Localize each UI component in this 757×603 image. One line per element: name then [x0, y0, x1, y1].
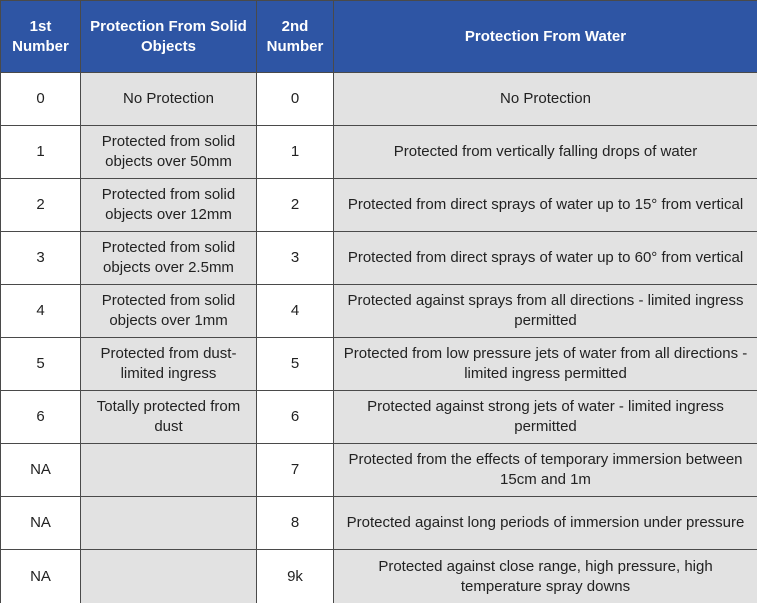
cell-first-number: NA — [1, 497, 81, 550]
cell-water: Protected against strong jets of water - limited ingress permitted — [334, 391, 757, 444]
cell-second-number: 6 — [257, 391, 334, 444]
header-first-number: 1st Number — [1, 1, 81, 73]
cell-solid-objects: Protected from solid objects over 1mm — [81, 285, 257, 338]
cell-second-number: 7 — [257, 444, 334, 497]
table-row — [1, 391, 757, 444]
table-body — [1, 73, 757, 603]
cell-solid-objects: Protected from solid objects over 12mm — [81, 179, 257, 232]
cell-water: Protected against long periods of immersion under pressure — [334, 497, 757, 550]
cell-solid-objects: No Protection — [81, 73, 257, 126]
cell-first-number: NA — [1, 550, 81, 603]
cell-second-number: 8 — [257, 497, 334, 550]
cell-water: Protected from the effects of temporary immersion between 15cm and 1m — [334, 444, 757, 497]
header-water: Protection From Water — [334, 1, 757, 73]
table-row — [1, 550, 757, 603]
cell-solid-objects: Protected from solid objects over 2.5mm — [81, 232, 257, 285]
cell-first-number: 5 — [1, 338, 81, 391]
header-row — [1, 1, 757, 73]
header-solid-objects: Protection From Solid Objects — [81, 1, 257, 73]
cell-first-number: 4 — [1, 285, 81, 338]
cell-water: Protected from vertically falling drops of water — [334, 126, 757, 179]
cell-water: Protected from direct sprays of water up to 15° from vertical — [334, 179, 757, 232]
cell-solid-objects: Totally protected from dust — [81, 391, 257, 444]
table-row — [1, 126, 757, 179]
cell-first-number: 6 — [1, 391, 81, 444]
header-second-number: 2nd Number — [257, 1, 334, 73]
cell-first-number: NA — [1, 444, 81, 497]
cell-solid-objects — [81, 444, 257, 497]
table-row — [1, 497, 757, 550]
table-row — [1, 338, 757, 391]
cell-water: Protected against close range, high pressure, high temperature spray downs — [334, 550, 757, 603]
cell-solid-objects — [81, 550, 257, 603]
cell-solid-objects: Protected from dust-limited ingress — [81, 338, 257, 391]
cell-second-number: 5 — [257, 338, 334, 391]
table-row — [1, 444, 757, 497]
cell-water: Protected against sprays from all directions - limited ingress permitted — [334, 285, 757, 338]
cell-solid-objects — [81, 497, 257, 550]
cell-solid-objects: Protected from solid objects over 50mm — [81, 126, 257, 179]
cell-second-number: 4 — [257, 285, 334, 338]
table-row — [1, 73, 757, 126]
cell-water: Protected from low pressure jets of water from all directions - limited ingress permitted — [334, 338, 757, 391]
cell-first-number: 1 — [1, 126, 81, 179]
cell-water: Protected from direct sprays of water up to 60° from vertical — [334, 232, 757, 285]
table-row — [1, 285, 757, 338]
cell-second-number: 2 — [257, 179, 334, 232]
cell-first-number: 2 — [1, 179, 81, 232]
cell-second-number: 1 — [257, 126, 334, 179]
table-row — [1, 179, 757, 232]
cell-second-number: 0 — [257, 73, 334, 126]
table-row — [1, 232, 757, 285]
cell-second-number: 9k — [257, 550, 334, 603]
cell-first-number: 0 — [1, 73, 81, 126]
cell-second-number: 3 — [257, 232, 334, 285]
cell-first-number: 3 — [1, 232, 81, 285]
cell-water: No Protection — [334, 73, 757, 126]
